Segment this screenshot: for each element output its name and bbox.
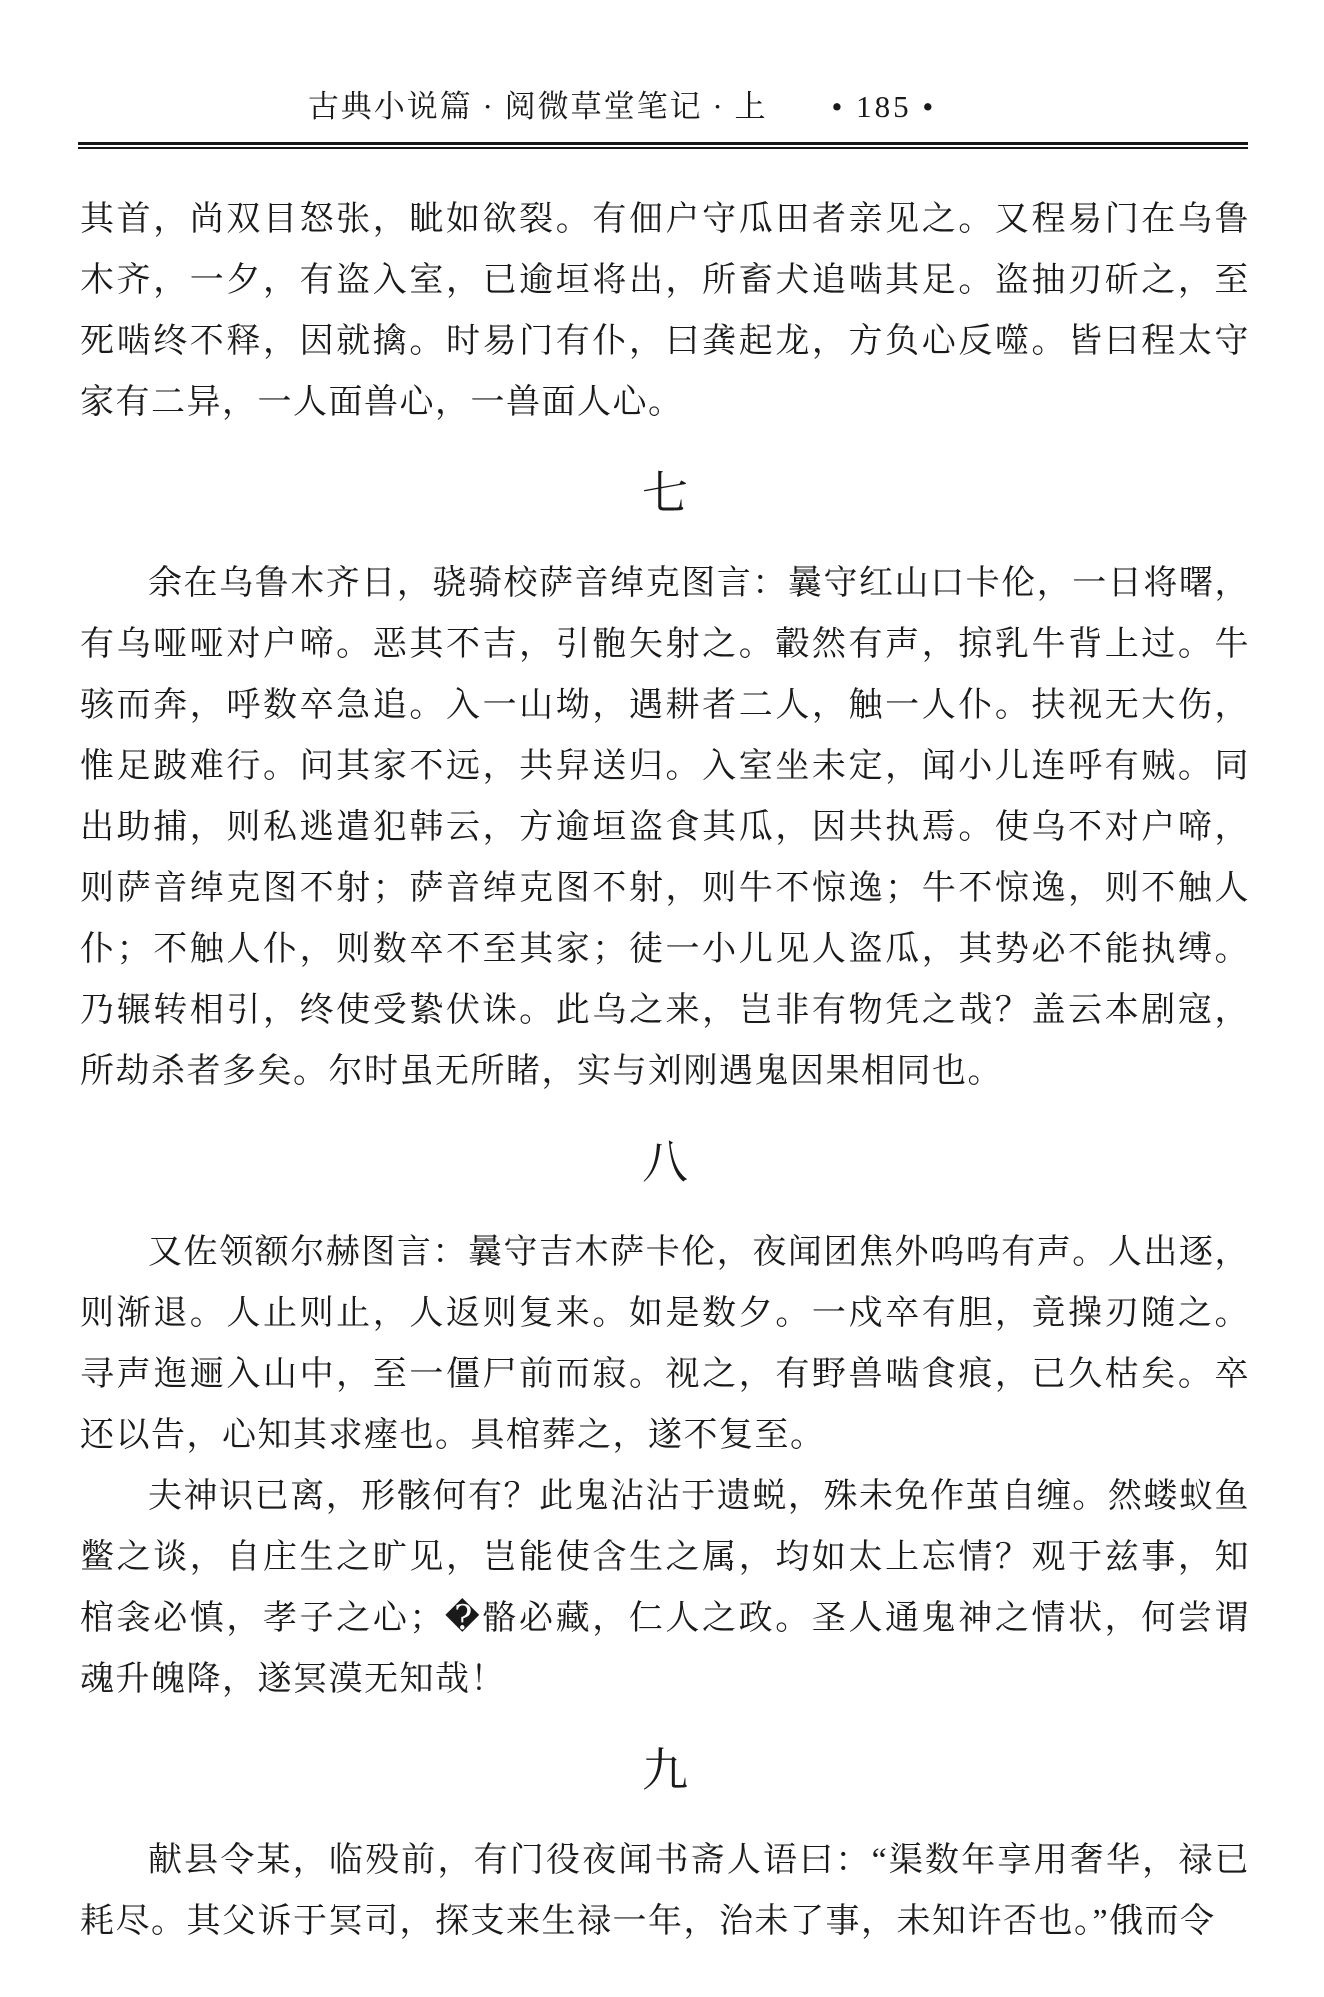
header-rule [78,142,1248,149]
page-header [0,0,1284,128]
running-title: 古典小说篇 · 阅微草堂笔记 · 上 [307,89,768,124]
paragraph: 夫神识已离，形骸何有？此鬼沾沾于遗蜕，殊未免作茧自缠。然蝼蚁鱼鳖之谈，自庄生之旷见，岂能使含生之属，均如太上忘情？观于兹事，知棺衾必慎，孝子之心；�骼必藏，仁人之政。圣人通鬼神之情状，何尝谓魂升魄降，遂冥漠无知哉！ [80,1478,1250,1698]
paragraph: 其首，尚双目怒张，眦如欲裂。有佃户守瓜田者亲见之。又程易门在乌鲁木齐，一夕，有盗入室，已逾垣将出，所畜犬追啮其足。盗抽刃斫之，至死啮终不释，因就擒。时易门有仆，曰龚起龙，方负心反噬。皆曰程太守家有二异，一人面兽心，一兽面人心。 [80,201,1250,421]
paragraph: 献县令某，临殁前，有门役夜闻书斋人语曰：“渠数年享用奢华，禄已耗尽。其父诉于冥司，探支来生禄一年，治未了事，未知许否也。”俄而令 [80,1842,1250,1940]
section-heading: 七 [642,468,688,519]
paragraph: 又佐领额尔赫图言：曩守吉木萨卡伦，夜闻团焦外呜呜有声。人出逐，则渐退。人止则止，人返则复来。如是数夕。一戍卒有胆，竟操刃随之。寻声迤逦入山中，至一僵尸前而寂。视之，有野兽啮食痕，已久枯矣。卒还以告，心知其求瘗也。具棺葬之，遂不复至。 [80,1234,1250,1454]
section-heading: 八 [642,1137,688,1188]
paragraph: 余在乌鲁木齐日，骁骑校萨音绰克图言：曩守红山口卡伦，一日将曙，有乌哑哑对户啼。恶其不吉，引骲矢射之。轂然有声，掠乳牛背上过。牛骇而奔，呼数卒急追。入一山坳，遇耕者二人，触一人仆。扶视无大伤，惟足跛难行。问其家不远，共舁送归。入室坐未定，闻小儿连呼有贼。同出助捕，则私逃遣犯韩云，方逾垣盗食其瓜，因共执焉。使乌不对户啼，则萨音绰克图不射；萨音绰克图不射，则牛不惊逸；牛不惊逸，则不触人仆；不触人仆，则数卒不至其家；徒一小儿见人盗瓜，其势必不能执缚。乃辗转相引，终使受絷伏诛。此乌之来，岂非有物凭之哉？盖云本剧寇，所劫杀者多矣。尔时虽无所睹，实与刘刚遇鬼因果相同也。 [80,565,1250,1090]
page-content [80,189,1250,1952]
page-number: • 185 • [831,89,937,124]
section-heading: 九 [642,1745,688,1796]
